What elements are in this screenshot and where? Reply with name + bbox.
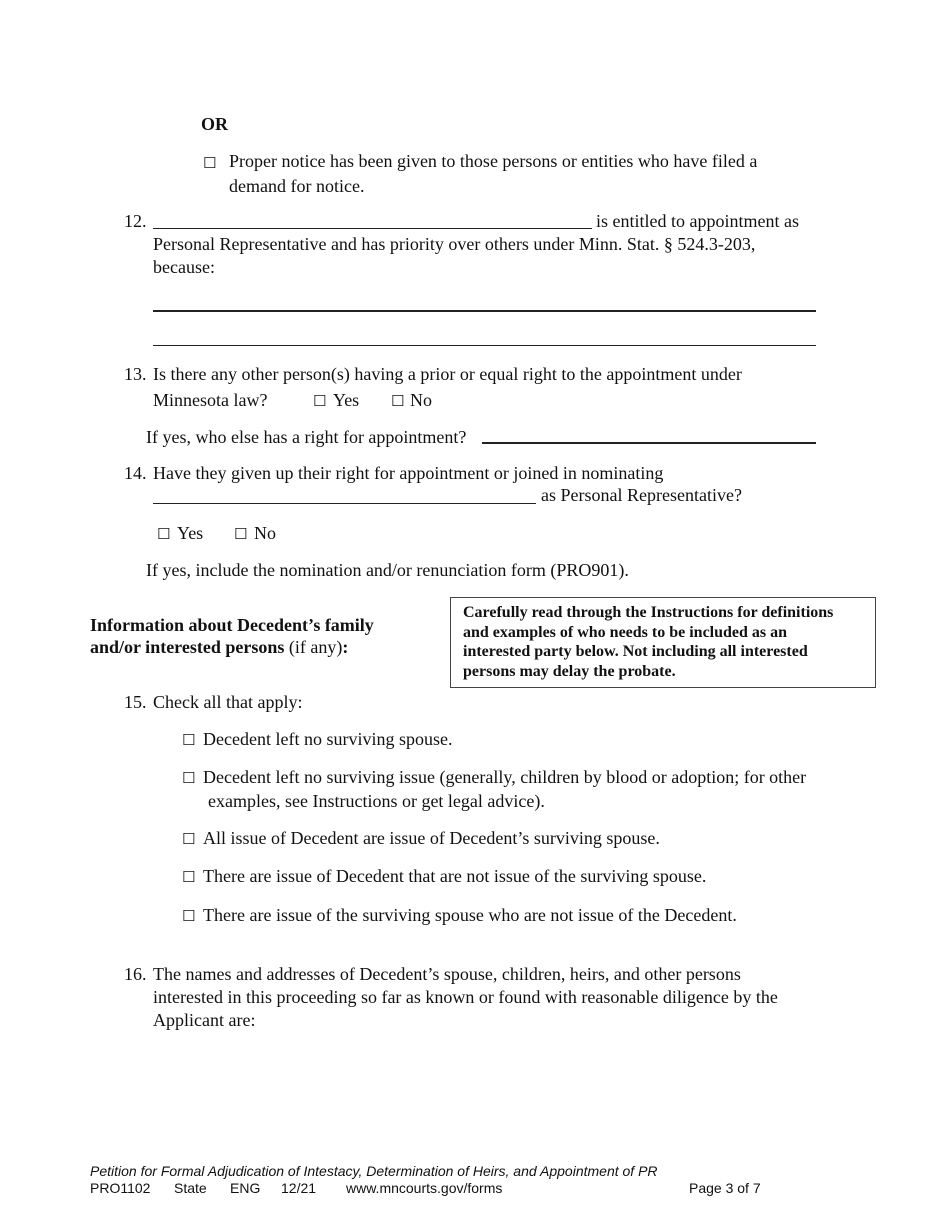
or-label: OR [201, 114, 228, 134]
decedent-issue-not-spouse-checkbox[interactable]: ☐ [182, 868, 196, 886]
item-13-number: 13. [124, 364, 147, 384]
family-info-heading-bold: and/or interested persons [90, 637, 285, 657]
item-16-number: 16. [124, 964, 147, 984]
footer-form-code: PRO1102 [90, 1180, 151, 1196]
item-13-followup: If yes, who else has a right for appointment? [146, 427, 467, 447]
item-14-question-line2: as Personal Representative? [541, 485, 742, 505]
all-issue-of-spouse-checkbox[interactable]: ☐ [182, 830, 196, 848]
item-13-no-checkbox[interactable]: ☐ [391, 392, 405, 410]
pr-name-field[interactable] [153, 228, 592, 229]
because-reason-field-1[interactable] [153, 310, 816, 312]
family-info-heading-colon: : [342, 637, 349, 657]
footer-revision: 12/21 [281, 1180, 317, 1196]
spouse-issue-not-decedent-checkbox[interactable]: ☐ [182, 907, 196, 925]
item-14-yes-label: Yes [177, 523, 204, 543]
decedent-issue-not-spouse-label: There are issue of Decedent that are not issue of the surviving spouse. [203, 866, 707, 886]
family-info-heading-normal: (if any) [284, 637, 343, 657]
item-16-line3: Applicant are: [153, 1010, 256, 1030]
item-14-number: 14. [124, 463, 147, 483]
no-spouse-label: Decedent left no surviving spouse. [203, 729, 453, 749]
item-16-line1: The names and addresses of Decedent’s spouse, children, heirs, and other persons [153, 964, 741, 984]
item-14-no-checkbox[interactable]: ☐ [234, 525, 248, 543]
family-info-heading-line2 [90, 635, 348, 659]
no-issue-label: Decedent left no surviving issue (generally, children by blood or adoption; for other [203, 767, 807, 787]
callout-line4: persons may delay the probate. [463, 662, 676, 680]
no-spouse-checkbox[interactable]: ☐ [182, 731, 196, 749]
item-12-because-text: because: [153, 257, 215, 277]
item-15-number: 15. [124, 692, 147, 712]
item-12-entitled-text: is entitled to appointment as [596, 211, 799, 231]
item-16-line2: interested in this proceeding so far as known or found with reasonable diligence by the [153, 987, 778, 1007]
item-12-number: 12. [124, 211, 147, 231]
item-13-yes-checkbox[interactable]: ☐ [313, 392, 327, 410]
other-right-holder-field[interactable] [482, 442, 816, 444]
footer-url-link[interactable]: www.mncourts.gov/forms [346, 1180, 503, 1196]
item-13-yes-label: Yes [333, 390, 360, 410]
all-issue-of-spouse-label: All issue of Decedent are issue of Decedent’s surviving spouse. [203, 828, 660, 848]
footer-language: ENG [230, 1180, 261, 1196]
notice-checkbox[interactable]: ☐ [203, 154, 217, 172]
callout-line1: Carefully read through the Instructions for definitions [463, 604, 834, 621]
family-info-heading-line1: Information about Decedent’s family [90, 615, 374, 635]
no-issue-checkbox[interactable]: ☐ [182, 769, 196, 787]
footer-form-title: Petition for Formal Adjudication of Intestacy, Determination of Heirs, and Appointment of PR [90, 1163, 658, 1179]
callout-line2: and examples of who needs to be included as an [463, 623, 788, 641]
footer-page-number: Page 3 of 7 [689, 1180, 761, 1196]
footer-jurisdiction: State [174, 1180, 207, 1196]
item-12-priority-text: Personal Representative and has priority over others under Minn. Stat. § 524.3-203, [153, 234, 756, 254]
instructions-callout [450, 597, 876, 688]
item-13-question-line1: Is there any other person(s) having a prior or equal right to the appointment under [153, 364, 742, 384]
because-reason-field-2[interactable] [153, 345, 816, 346]
nominee-name-field[interactable] [153, 503, 536, 504]
item-13-no-label: No [410, 390, 432, 410]
spouse-issue-not-decedent-label: There are issue of the surviving spouse who are not issue of the Decedent. [203, 905, 737, 925]
item-15-intro: Check all that apply: [153, 692, 303, 712]
notice-option-line2: demand for notice. [229, 176, 365, 196]
item-14-question-line1: Have they given up their right for appointment or joined in nominating [153, 463, 664, 483]
item-14-no-label: No [254, 523, 276, 543]
item-13-question-line2: Minnesota law? [153, 390, 268, 410]
item-14-yes-checkbox[interactable]: ☐ [157, 525, 171, 543]
no-issue-label-continuation: examples, see Instructions or get legal advice). [208, 791, 545, 811]
callout-line3: interested party below. Not including all interested [463, 643, 808, 660]
notice-option-line1: Proper notice has been given to those persons or entities who have filed a [229, 151, 758, 171]
item-14-followup: If yes, include the nomination and/or renunciation form (PRO901). [146, 560, 629, 580]
